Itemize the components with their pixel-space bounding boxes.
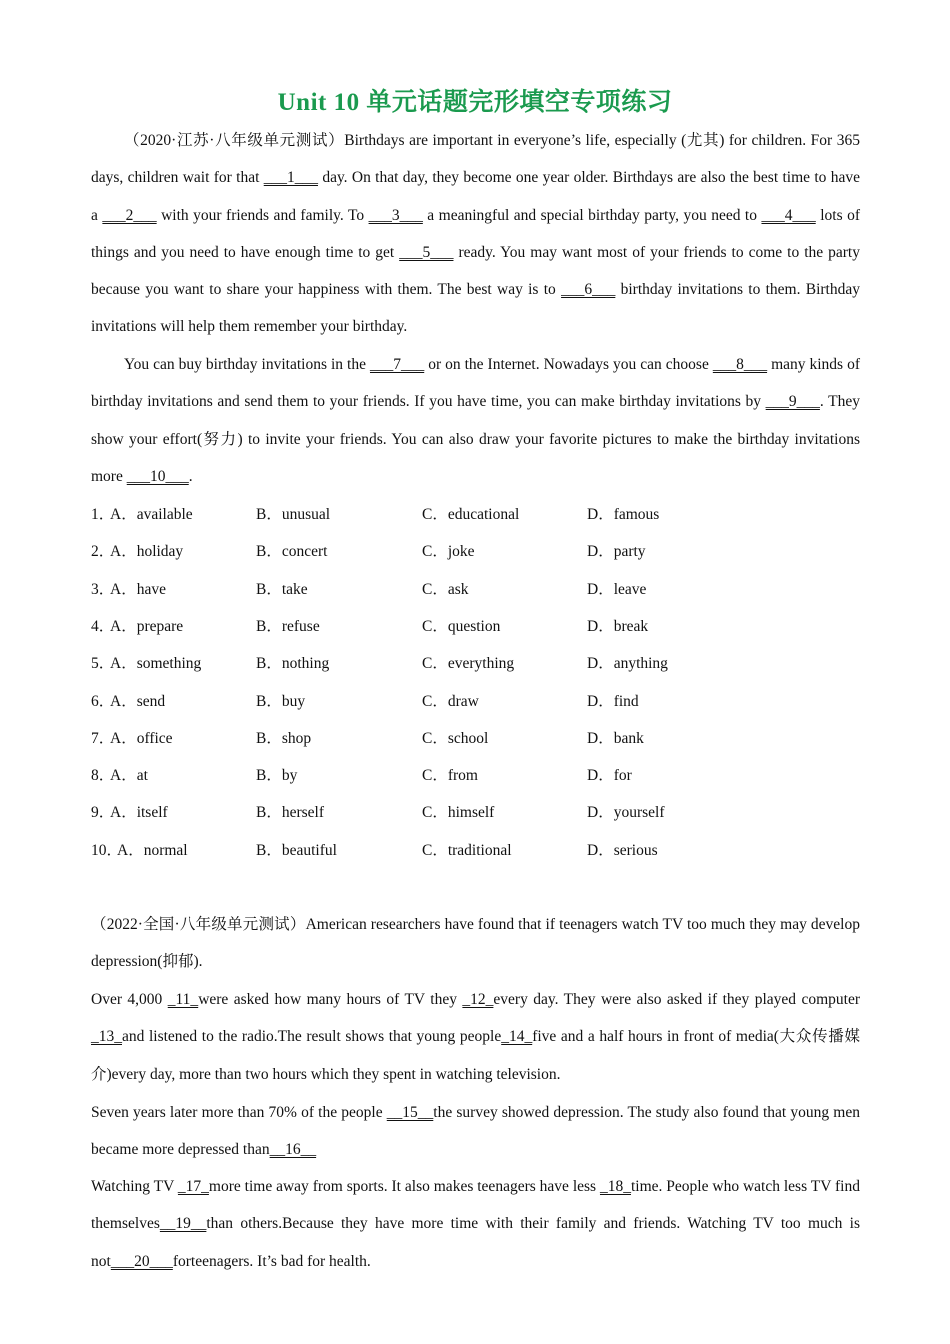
question-row <box>91 683 860 720</box>
answer-blank: ___8___ <box>712 356 768 373</box>
passage1-paragraph2 <box>91 346 860 495</box>
option-c: C．everything <box>422 655 515 673</box>
question-number-and-option-a: 7． <box>91 729 115 747</box>
option-b: B．concert <box>256 543 328 561</box>
question-number-and-option-a: 5． <box>91 655 115 673</box>
answer-blank: _14_ <box>501 1028 533 1046</box>
option-b: B．refuse <box>256 617 320 635</box>
answer-blank: __15__ <box>386 1104 434 1121</box>
answer-blank: _17_ <box>177 1178 209 1195</box>
option-d: D．serious <box>587 841 658 859</box>
option-b: B．beautiful <box>256 841 337 859</box>
answer-blank: __19__ <box>159 1215 207 1233</box>
option-a: A．send <box>110 692 166 710</box>
passage-text: . They show your effort(努力) to invite your friends. You can also draw your favorite pictures to make the birthday invitations more <box>91 393 860 485</box>
option-c: C．traditional <box>422 841 512 859</box>
question-number-and-option-a: 4． <box>91 617 115 635</box>
passage-text: time. People who watch less TV find themselves <box>91 1178 860 1233</box>
question-number-and-option-a: 3． <box>91 580 115 598</box>
question-row <box>91 571 860 608</box>
passage-text: many kinds of birthday invitations and send them to your friends. If you have time, you can make birthday invitations by <box>91 356 860 411</box>
option-c: C．educational <box>422 506 520 523</box>
passage-text: the survey showed depression. The study also found that young men became more depressed than <box>91 1104 860 1159</box>
question-row <box>91 794 860 831</box>
passage-text: and listened to the radio.The result shows that young people <box>122 1028 502 1046</box>
answer-blank: ___2___ <box>102 206 157 224</box>
option-c: C．joke <box>422 543 475 561</box>
option-a: A．itself <box>110 804 168 822</box>
passage-text: a meaningful and special birthday party, you need to <box>422 206 762 224</box>
passage-text: ready. You may want most of your friends to come to the party because you want to share your happiness with them. The best way is to <box>91 243 860 299</box>
question-row <box>91 496 860 533</box>
option-c: C．from <box>422 767 478 785</box>
option-b: B．nothing <box>256 655 330 673</box>
passage2-paragraph1 <box>91 981 860 1093</box>
option-c: C．draw <box>422 692 479 710</box>
passage2-intro <box>91 906 860 981</box>
question-number-and-option-a: 8． <box>91 767 115 785</box>
option-b: B．unusual <box>256 506 331 523</box>
option-b: B．by <box>256 767 298 785</box>
option-b: B．buy <box>256 692 306 710</box>
option-a: A．available <box>110 506 193 523</box>
option-a: A．something <box>110 655 202 673</box>
passage1-paragraph1 <box>91 122 860 346</box>
passage-text: five and a half hours in front of media(大众传播媒介)every day, more than two hours which they spent in watching television. <box>91 1028 861 1083</box>
passage2-paragraph3 <box>91 1168 860 1280</box>
question-row <box>91 533 860 570</box>
passage-text: （2022·全国·八年级单元测试）American researchers have found that if teenagers watch TV too much they may develop depression(抑郁). <box>91 916 860 971</box>
option-d: D．famous <box>587 506 660 523</box>
question-number-and-option-a: 1． <box>91 506 115 523</box>
answer-blank: ___5___ <box>399 243 454 261</box>
question-row <box>91 720 860 757</box>
option-d: D．bank <box>587 729 644 747</box>
option-c: C．school <box>422 729 489 747</box>
passage-text: than others.Because they have more time with their family and friends. Watching TV too much is not <box>91 1215 860 1270</box>
option-a: A．office <box>110 729 173 747</box>
answer-blank: ___3___ <box>368 206 423 224</box>
passage-text: lots of things and you need to have enough time to get <box>91 206 860 261</box>
question-row <box>91 645 860 682</box>
option-d: D．yourself <box>587 804 665 822</box>
question-number-and-option-a: 9． <box>91 804 115 822</box>
answer-blank: _11_ <box>167 991 199 1008</box>
answer-blank: ___10___ <box>126 467 189 485</box>
option-c: C．question <box>422 617 501 635</box>
answer-blank: ___9___ <box>765 393 820 411</box>
passage-text: . <box>188 467 193 485</box>
passage-text: Over 4,000 <box>91 991 168 1008</box>
option-d: D．find <box>587 692 639 710</box>
option-d: D．leave <box>587 580 647 598</box>
option-b: B．herself <box>256 804 325 822</box>
option-a: A．at <box>110 767 148 785</box>
option-b: B．take <box>256 580 308 598</box>
answer-blank: ___1___ <box>263 169 318 187</box>
passage-text: Seven years later more than 70% of the people <box>91 1104 387 1121</box>
passage-text: You can buy birthday invitations in the <box>124 356 370 373</box>
passage2-paragraph2 <box>91 1094 860 1169</box>
answer-blank: _13_ <box>91 1028 122 1046</box>
option-d: D．party <box>587 543 646 561</box>
answer-blank: _18_ <box>599 1178 631 1195</box>
answer-blank: ___20___ <box>110 1252 173 1270</box>
option-c: C．ask <box>422 580 469 598</box>
passage-text: every day. They were also asked if they played computer <box>493 991 860 1008</box>
option-d: D．break <box>587 617 649 635</box>
answer-blank: _12_ <box>462 991 494 1008</box>
option-a: A．have <box>110 580 166 598</box>
question-row <box>91 608 860 645</box>
option-a: A．normal <box>117 841 188 859</box>
page-title: Unit 10 单元话题完形填空专项练习 <box>277 89 673 116</box>
answer-blank: __16__ <box>269 1141 317 1159</box>
question-row <box>91 757 860 794</box>
answer-blank: ___7___ <box>369 356 425 373</box>
passage-text: birthday invitations to them. Birthday invitations will help them remember your birthday. <box>91 281 860 336</box>
passage-text: were asked how many hours of TV they <box>198 991 463 1008</box>
passage-text: forteenagers. It’s bad for health. <box>172 1252 371 1270</box>
question-number-and-option-a: 6． <box>91 692 115 710</box>
option-d: D．for <box>587 767 632 785</box>
passage-text: Watching TV <box>91 1178 178 1195</box>
question-row <box>91 832 860 869</box>
option-a: A．holiday <box>110 543 184 561</box>
option-b: B．shop <box>256 729 312 747</box>
passage-text: more time away from sports. It also makes teenagers have less <box>208 1178 600 1195</box>
answer-blank: ___6___ <box>561 281 616 299</box>
question-number-and-option-a: 2． <box>91 543 115 561</box>
option-a: A．prepare <box>110 617 184 635</box>
passage-text: with your friends and family. To <box>156 206 369 224</box>
option-c: C．himself <box>422 804 495 822</box>
passage-text: day. On that day, they become one year older. Birthdays are also the best time to have a <box>91 169 860 224</box>
option-d: D．anything <box>587 655 668 673</box>
question-number-and-option-a: 10． <box>91 841 123 859</box>
answer-blank: ___4___ <box>761 206 816 224</box>
passage-text: or on the Internet. Nowadays you can choose <box>424 356 713 373</box>
passage-text: （2020·江苏·八年级单元测试）Birthdays are important in everyone’s life, especially (尤其) for children. For 365 days, children wait for that <box>91 132 860 187</box>
